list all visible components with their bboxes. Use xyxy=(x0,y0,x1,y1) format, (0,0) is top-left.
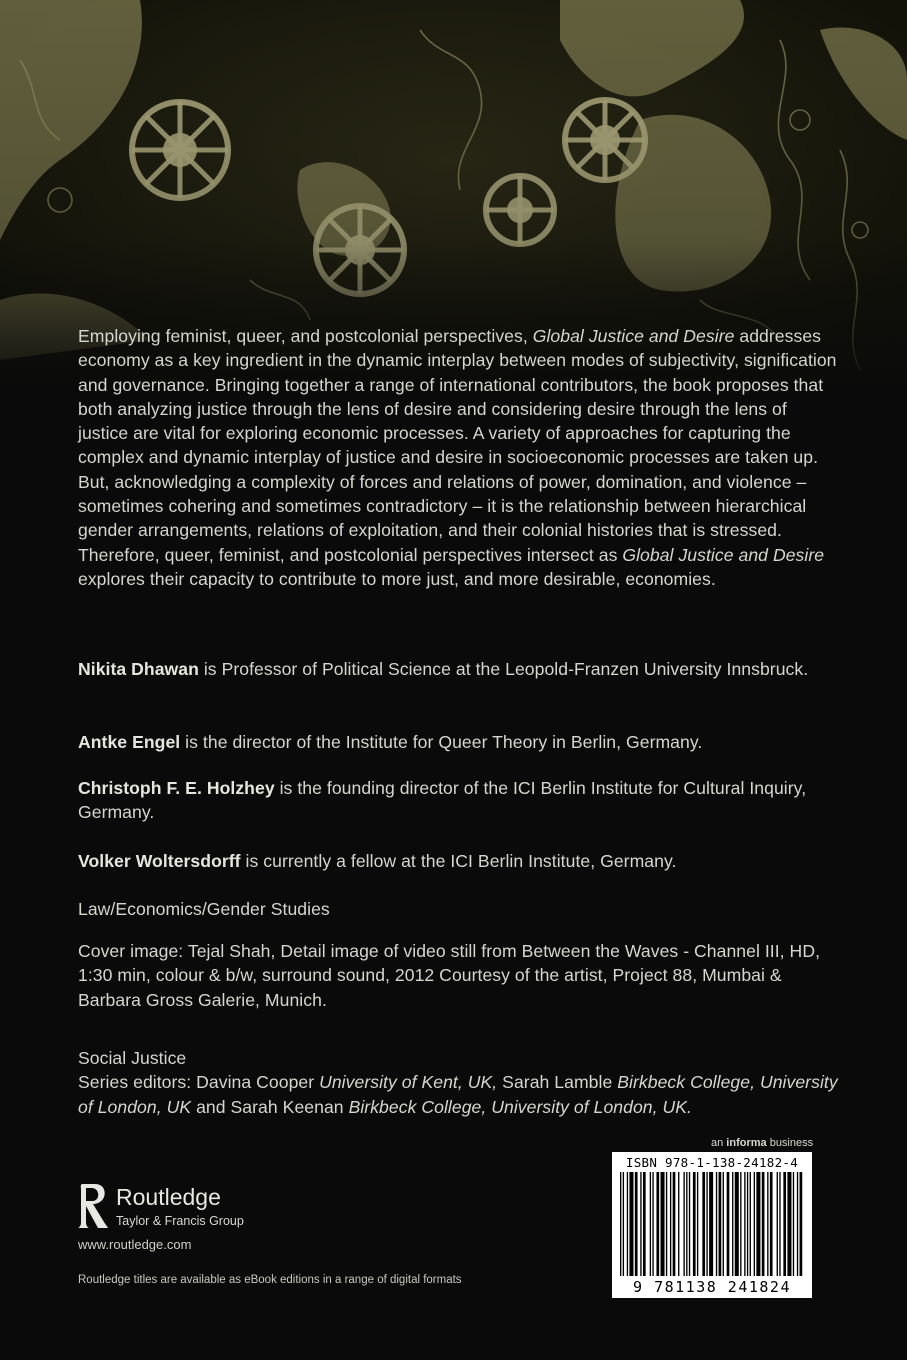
barcode-bar xyxy=(735,1172,739,1276)
publisher-name: Routledge xyxy=(116,1184,221,1210)
isbn-barcode xyxy=(612,1152,812,1298)
editor-bio-text: is the founding director of the ICI Berlin Institute for Cultural Inquiry, Germany. xyxy=(78,778,807,823)
barcode-bar xyxy=(702,1172,705,1276)
barcode-bar xyxy=(767,1172,768,1276)
publisher-group: Taylor & Francis Group xyxy=(116,1214,244,1228)
barcode-bar xyxy=(783,1172,786,1276)
barcode-bar xyxy=(650,1172,651,1276)
barcode-bar xyxy=(770,1172,773,1276)
barcode-bar xyxy=(673,1172,676,1276)
barcode-bar xyxy=(706,1172,707,1276)
barcode-bar xyxy=(620,1172,621,1276)
editor-name: Volker Woltersdorff xyxy=(78,851,241,871)
barcode-bar xyxy=(689,1172,690,1276)
series-name: Social Justice xyxy=(78,1048,187,1068)
barcode-bar xyxy=(643,1172,646,1276)
barcode-bar xyxy=(754,1172,755,1276)
series-editors: Series editors: Davina Cooper University of Kent, UK, Sarah Lamble Birkbeck College, University of London, UK and Sarah Keenan Birkbeck College, University of London, UK. xyxy=(78,1072,838,1117)
blurb-text: Employing feminist, queer, and postcolonial perspectives, xyxy=(78,326,533,346)
barcode-bar xyxy=(800,1172,803,1276)
barcode-bar xyxy=(727,1172,730,1276)
barcode-bar xyxy=(652,1172,653,1276)
blurb-text: explores their capacity to contribute to more just, and more desirable, economies. xyxy=(78,568,716,589)
editor-bio xyxy=(78,657,838,681)
barcode-bar xyxy=(629,1172,633,1276)
series-info xyxy=(78,1046,838,1119)
routledge-r-icon xyxy=(78,1182,108,1230)
barcode-bar xyxy=(640,1172,641,1276)
editor-bio xyxy=(78,849,838,873)
barcode-bar xyxy=(697,1172,698,1276)
barcode-bar xyxy=(762,1172,765,1276)
barcode-bar xyxy=(716,1172,717,1276)
book-title: Global Justice and Desire xyxy=(622,544,825,565)
barcode-bar xyxy=(744,1172,745,1276)
barcode-bar xyxy=(750,1172,751,1276)
cover-credit: Cover image: Tejal Shah, Detail image of video still from Between the Waves - Channel III, HD, 1:30 min, colour & b/w, surround sound, 2012 Courtesy of the artist, Project 88, Mumbai & Barbara Gross Galerie, Munich. xyxy=(78,941,821,1010)
barcode-bar xyxy=(661,1172,665,1276)
editor-bio xyxy=(78,730,838,754)
editor-bio-text: is currently a fellow at the ICI Berlin Institute, Germany. xyxy=(240,851,677,871)
barcode-bar xyxy=(756,1172,760,1276)
barcode-bar xyxy=(793,1172,794,1276)
book-title: Global Justice and Desire xyxy=(532,326,735,346)
barcode-bar xyxy=(777,1172,778,1276)
barcode-bar xyxy=(747,1172,748,1276)
barcode-bar xyxy=(732,1172,733,1276)
barcode-bar xyxy=(709,1172,713,1276)
barcode-bar xyxy=(797,1172,798,1276)
barcode-bar xyxy=(670,1172,671,1276)
barcode-bar xyxy=(623,1172,624,1276)
ebook-note: Routledge titles are available as eBook editions in a range of digital formats xyxy=(78,1274,462,1286)
editor-bio-text: is Professor of Political Science at the Leopold-Franzen University Innsbruck. xyxy=(198,659,809,679)
barcode-bar xyxy=(723,1172,724,1276)
barcode-bar xyxy=(656,1172,659,1276)
publisher-website[interactable]: www.routledge.com xyxy=(78,1237,192,1252)
barcode-bar xyxy=(686,1172,687,1276)
blurb xyxy=(78,324,838,591)
barcode-bar xyxy=(693,1172,696,1276)
editor-bio xyxy=(78,776,838,825)
barcode-bar xyxy=(635,1172,638,1276)
isbn-label: ISBN 978-1-138-24182-4 xyxy=(625,1155,799,1170)
barcode-bar xyxy=(719,1172,722,1276)
barcode-bar xyxy=(666,1172,667,1276)
isbn-number: 9 781138 241824 xyxy=(633,1278,791,1296)
barcode-bar xyxy=(740,1172,741,1276)
barcode-bar xyxy=(627,1172,628,1276)
editor-name: Nikita Dhawan xyxy=(78,659,199,679)
editor-name: Antke Engel xyxy=(78,732,181,752)
blurb-text: addresses economy as a key ingredient in the dynamic interplay between modes of subjectivity, signification and governance. Bringing together a range of international contributors, the book proposes that both analyzing justice through the lens of desire and considering desire through the lens of justice are vital for exploring economic processes. A variety of approaches for capturing the complex and dynamic interplay of justice and desire in socioeconomic processes are taken up. But, acknowledging a complexity of forces and relations of power, domination, and violence – sometimes cohering and sometimes contradictory – it is the relationship between hierarchical gender arrangements, relations of exploitation, and their colonial histories that is stressed. Therefore, queer, feminist, and postcolonial perspectives intersect as xyxy=(78,326,837,565)
subject-categories: Law/Economics/Gender Studies xyxy=(78,899,330,919)
editor-bio-text: is the director of the Institute for Queer Theory in Berlin, Germany. xyxy=(180,732,703,752)
editor-name: Christoph F. E. Holzhey xyxy=(78,778,275,798)
barcode-bars xyxy=(616,1172,808,1278)
barcode-bar xyxy=(779,1172,780,1276)
barcode-bar xyxy=(787,1172,791,1276)
barcode-bar xyxy=(683,1172,684,1276)
informa-tagline: an informa business xyxy=(711,1137,814,1149)
barcode-bar xyxy=(678,1172,679,1276)
